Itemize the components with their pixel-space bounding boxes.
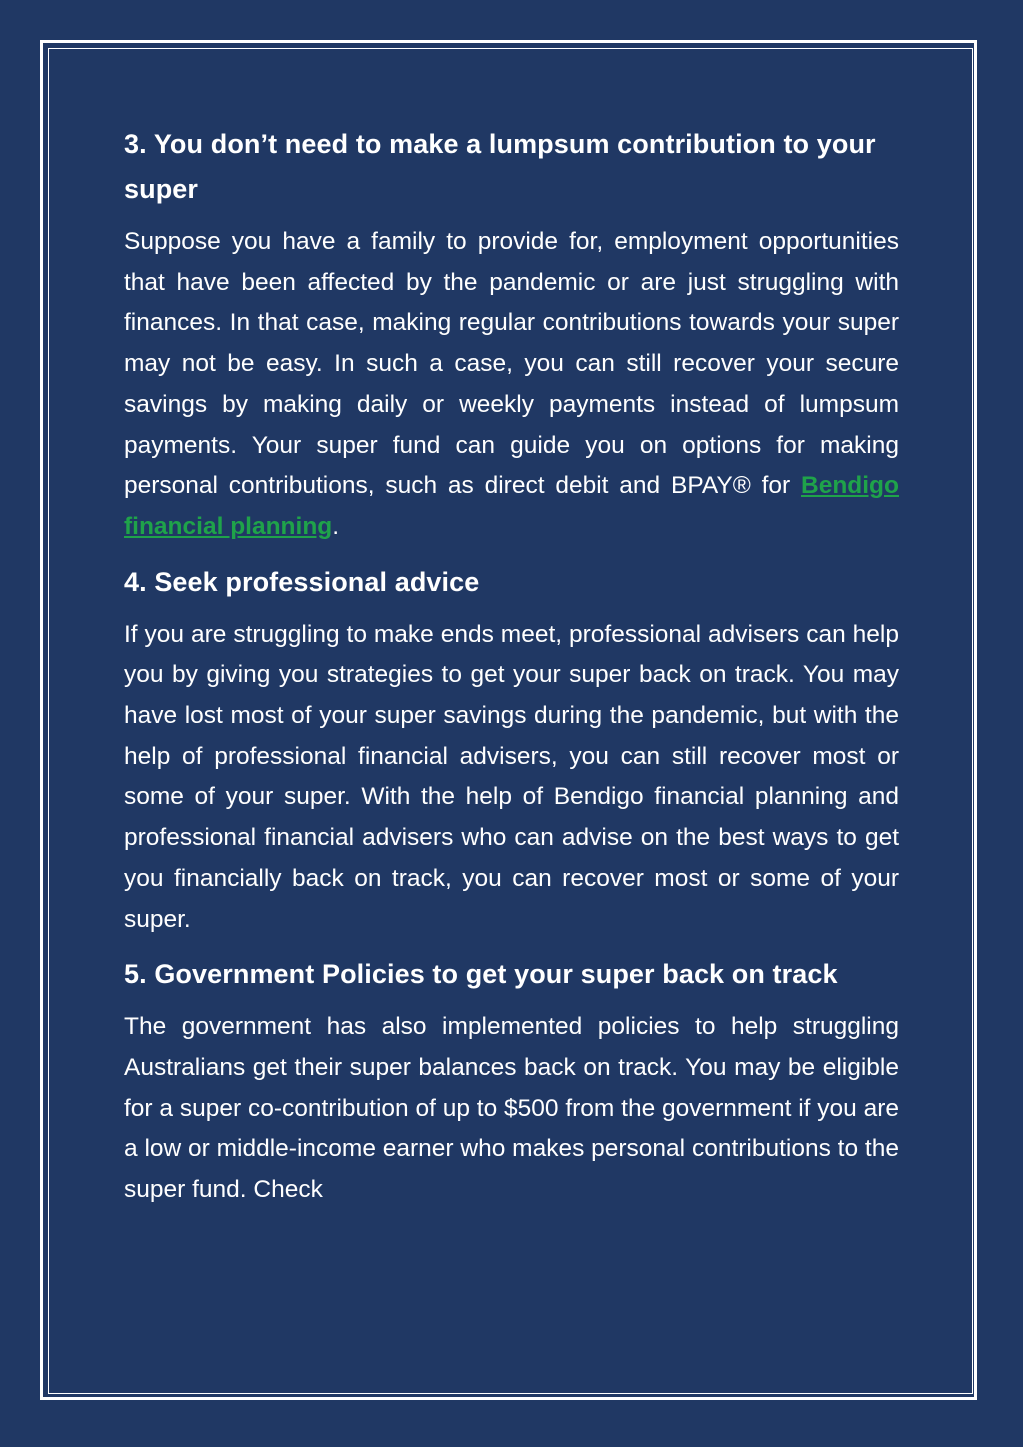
- paragraph-text: Suppose you have a family to provide for, employment opportunities that have been affected by the pandemic or are just struggling with finances. In that case, making regular contributions towards your super may not be easy. In such a case, you can still recover your secure savings by making daily or weekly payments instead of lumpsum payments. Your super fund can guide you on options for making personal contributions, such as direct debit and BPAY® for: [124, 228, 899, 500]
- section-government-policies: [124, 952, 899, 1211]
- paragraph-end: .: [332, 512, 340, 540]
- document-content: [124, 122, 899, 1223]
- section-heading: 5. Government Policies to get your super back on track: [124, 959, 838, 990]
- section-paragraph: [124, 222, 899, 548]
- bendigo-financial-planning-link[interactable]: Bendigo financial planning: [124, 472, 899, 540]
- section-heading: 3. You don’t need to make a lumpsum contribution to your super: [124, 129, 876, 204]
- section-heading: 4. Seek professional advice: [124, 566, 480, 597]
- section-paragraph: The government has also implemented policies to help struggling Australians get their super balances back on track. You may be eligible for a super co-contribution of up to $500 from the government if you are a low or middle-income earner who makes personal contributions to the super fund. Check: [124, 1013, 899, 1204]
- section-paragraph: If you are struggling to make ends meet, professional advisers can help you by giving you strategies to get your super back on track. You may have lost most of your super savings during the pandemic, but with the help of professional financial advisers, you can still recover most or some of your super. With the help of Bendigo financial planning and professional financial advisers who can advise on the best ways to get you financially back on track, you can recover most or some of your super.: [124, 620, 899, 933]
- section-lumpsum: [124, 122, 899, 548]
- section-professional-advice: [124, 560, 899, 941]
